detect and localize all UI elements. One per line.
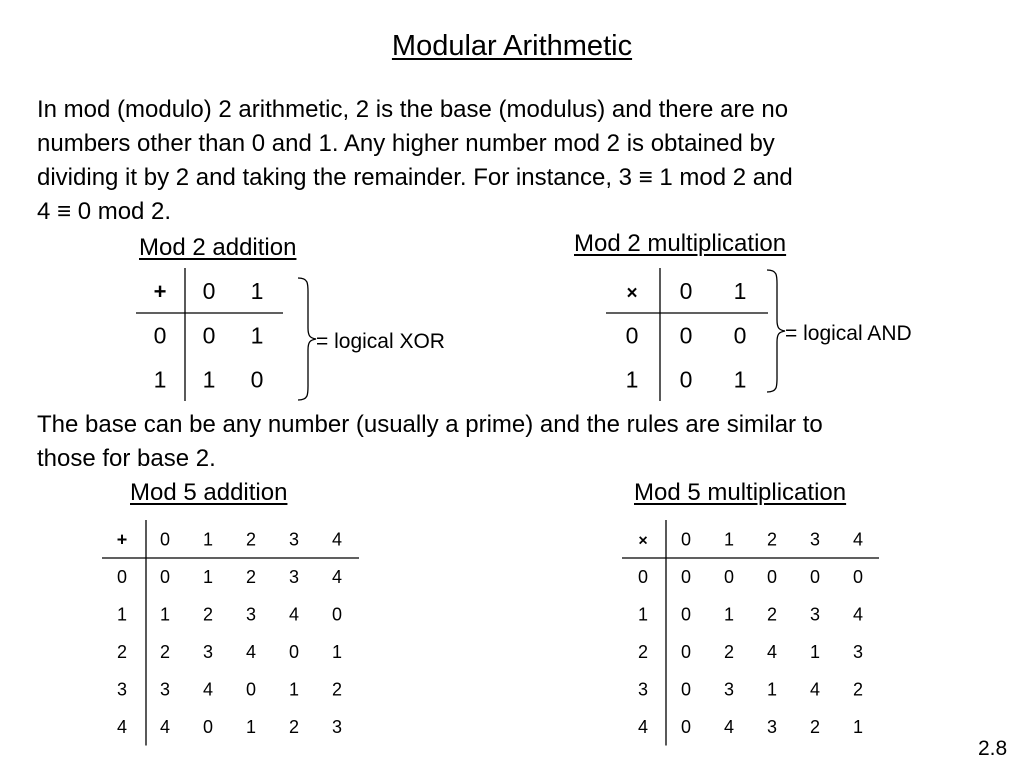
- table-cell: 2: [852, 679, 864, 700]
- table-cell: 3: [852, 642, 864, 663]
- table-cell: 1: [250, 322, 264, 349]
- table-cell: 3: [159, 679, 171, 700]
- table-cell: 2: [245, 567, 257, 588]
- table-cell: 2: [159, 642, 171, 663]
- mod5-multiplication-table: [622, 520, 882, 750]
- table-cell: 2: [331, 679, 343, 700]
- base-paragraph: [37, 408, 823, 476]
- table-cell: 0: [680, 679, 692, 700]
- operator-symbol: ×: [626, 282, 638, 304]
- table-cell: 1: [809, 642, 821, 663]
- logical-xor-note: = logical XOR: [316, 330, 445, 353]
- table-cell: 0: [202, 717, 214, 738]
- table-cell: 0: [680, 642, 692, 663]
- table-cell: 0: [679, 322, 693, 349]
- header-cell: 3: [809, 529, 821, 550]
- row-header-cell: 1: [625, 366, 639, 393]
- table-cell: 2: [202, 604, 214, 625]
- header-cell: 0: [679, 277, 693, 304]
- table-cell: 1: [202, 567, 214, 588]
- table-cell: 1: [766, 679, 778, 700]
- table-cell: 2: [809, 717, 821, 738]
- table-cell: 0: [245, 679, 257, 700]
- row-header-cell: 1: [153, 366, 167, 393]
- header-cell: 4: [331, 529, 343, 550]
- table-cell: 2: [723, 642, 735, 663]
- mod5-addition-label: Mod 5 addition: [130, 479, 288, 506]
- header-cell: 1: [723, 529, 735, 550]
- table-cell: 1: [202, 366, 216, 393]
- slide-title: Modular Arithmetic: [391, 30, 633, 62]
- row-header-cell: 0: [116, 567, 128, 588]
- table-cell: 0: [250, 366, 264, 393]
- table-cell: 0: [680, 567, 692, 588]
- table-cell: 1: [331, 642, 343, 663]
- header-cell: 2: [766, 529, 778, 550]
- header-cell: 0: [680, 529, 692, 550]
- logical-and-note: = logical AND: [785, 322, 912, 345]
- table-cell: 2: [766, 604, 778, 625]
- table-cell: 0: [766, 567, 778, 588]
- header-cell: 1: [250, 277, 264, 304]
- row-header-cell: 1: [637, 604, 649, 625]
- table-cell: 0: [680, 604, 692, 625]
- table-cell: 0: [680, 717, 692, 738]
- table-cell: 1: [245, 717, 257, 738]
- table-cell: 1: [159, 604, 171, 625]
- page-number: 2.8: [978, 737, 1008, 760]
- table-cell: 1: [852, 717, 864, 738]
- operator-symbol: +: [153, 278, 167, 304]
- header-cell: 0: [202, 277, 216, 304]
- table-cell: 4: [245, 642, 257, 663]
- table-cell: 4: [723, 717, 735, 738]
- table-cell: 3: [809, 604, 821, 625]
- table-cell: 3: [245, 604, 257, 625]
- header-cell: 0: [159, 529, 171, 550]
- mod5-addition-table: [102, 520, 362, 750]
- table-cell: 0: [331, 604, 343, 625]
- table-cell: 0: [723, 567, 735, 588]
- table-cell: 0: [679, 366, 693, 393]
- mod2-addition-table: [136, 268, 286, 403]
- table-cell: 0: [159, 567, 171, 588]
- table-cell: 3: [766, 717, 778, 738]
- table-cell: 3: [288, 567, 300, 588]
- table-cell: 2: [288, 717, 300, 738]
- table-cell: 0: [202, 322, 216, 349]
- intro-line: numbers other than 0 and 1. Any higher number mod 2 is obtained by: [37, 130, 775, 157]
- row-header-cell: 4: [116, 717, 128, 738]
- row-header-cell: 0: [637, 567, 649, 588]
- operator-symbol: ×: [638, 532, 648, 550]
- mod2-addition-label: Mod 2 addition: [139, 234, 297, 261]
- row-header-cell: 0: [153, 322, 167, 349]
- row-header-cell: 2: [116, 642, 128, 663]
- table-cell: 1: [288, 679, 300, 700]
- header-cell: 4: [852, 529, 864, 550]
- row-header-cell: 1: [116, 604, 128, 625]
- row-header-cell: 4: [637, 717, 649, 738]
- row-header-cell: 0: [625, 322, 639, 349]
- table-cell: 4: [852, 604, 864, 625]
- table-cell: 4: [809, 679, 821, 700]
- table-cell: 4: [288, 604, 300, 625]
- header-cell: 2: [245, 529, 257, 550]
- mod5-multiplication-label: Mod 5 multiplication: [634, 479, 847, 506]
- base-line: The base can be any number (usually a prime) and the rules are similar to: [37, 411, 823, 438]
- table-cell: 3: [723, 679, 735, 700]
- header-cell: 1: [733, 277, 747, 304]
- table-cell: 0: [852, 567, 864, 588]
- header-cell: 1: [202, 529, 214, 550]
- mod2-multiplication-label: Mod 2 multiplication: [574, 230, 787, 257]
- table-cell: 4: [766, 642, 778, 663]
- intro-line: dividing it by 2 and taking the remainder. For instance, 3 ≡ 1 mod 2 and: [37, 164, 793, 191]
- table-cell: 4: [331, 567, 343, 588]
- row-header-cell: 3: [637, 679, 649, 700]
- table-cell: 4: [159, 717, 171, 738]
- intro-paragraph: [37, 93, 793, 229]
- table-cell: 1: [733, 366, 747, 393]
- table-cell: 0: [288, 642, 300, 663]
- table-cell: 4: [202, 679, 214, 700]
- row-header-cell: 3: [116, 679, 128, 700]
- table-cell: 0: [809, 567, 821, 588]
- table-cell: 3: [331, 717, 343, 738]
- header-cell: 3: [288, 529, 300, 550]
- table-cell: 0: [733, 322, 747, 349]
- intro-line: 4 ≡ 0 mod 2.: [37, 198, 172, 225]
- table-cell: 3: [202, 642, 214, 663]
- row-header-cell: 2: [637, 642, 649, 663]
- mod2-multiplication-table: [606, 268, 771, 403]
- table-cell: 1: [723, 604, 735, 625]
- intro-line: In mod (modulo) 2 arithmetic, 2 is the base (modulus) and there are no: [37, 96, 789, 123]
- base-line: those for base 2.: [37, 445, 216, 472]
- operator-symbol: +: [116, 529, 128, 550]
